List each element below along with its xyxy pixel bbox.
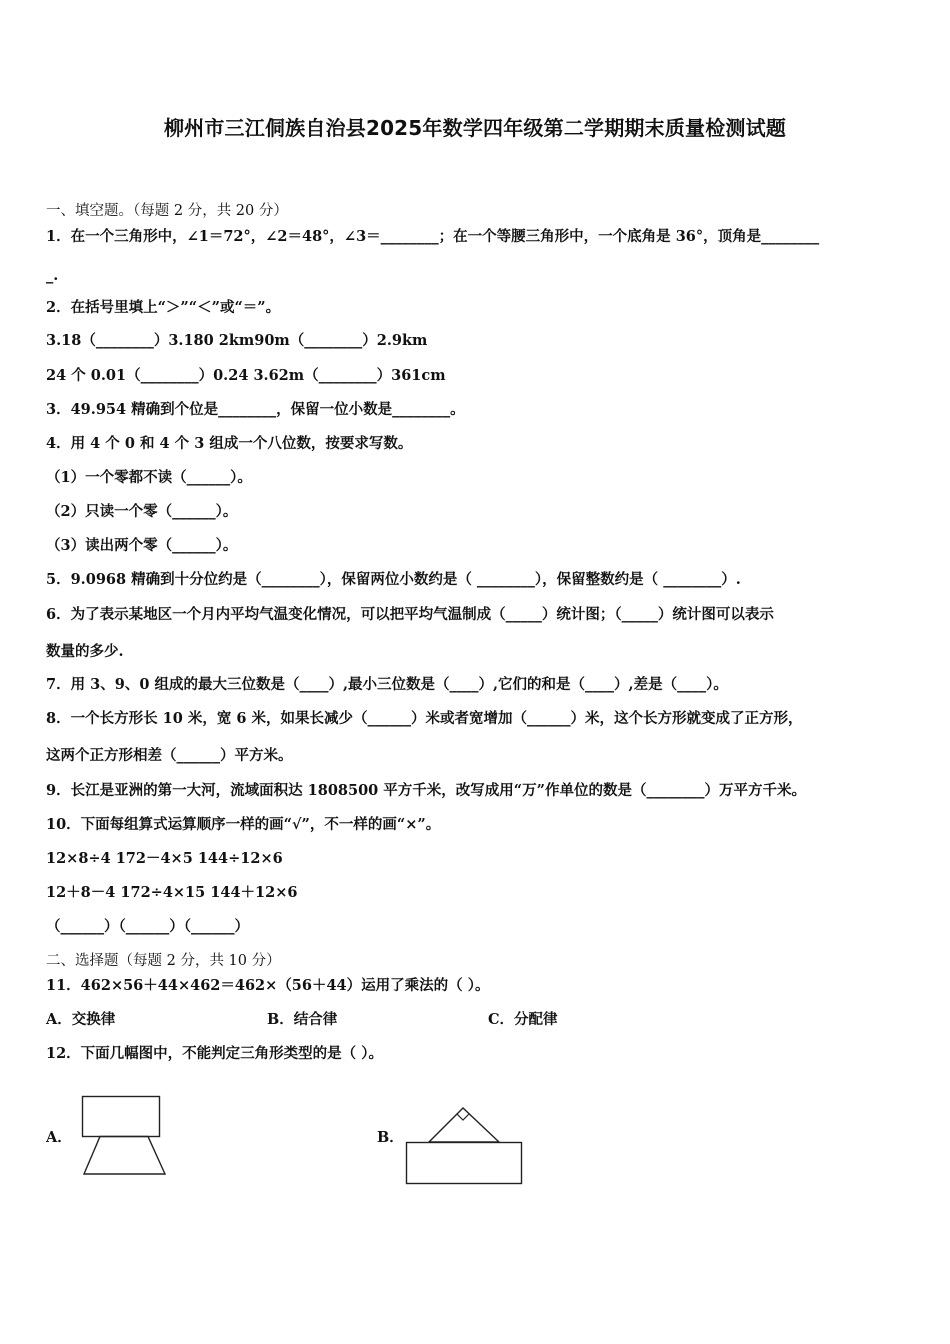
- figure-b-label: B．: [377, 1129, 404, 1146]
- question-11: 11．462×56＋44×462＝462×（56＋44）运用了乘法的（ ）。: [46, 977, 490, 994]
- question-line: 9．长江是亚洲的第一大河，流域面积达 1808500 平方千米，改写成用“万”作单位的数是（________）万平方千米。: [46, 782, 806, 799]
- question-line: 3.18（________）3.180 2km90m（________）2.9km: [46, 332, 428, 349]
- question-12: 12．下面几幅图中，不能判定三角形类型的是（ ）。: [46, 1045, 383, 1062]
- question-line: （2）只读一个零（______）。: [46, 503, 238, 520]
- question-line: 24 个 0.01（________）0.24 3.62m（________）361cm: [46, 367, 446, 384]
- question-line: （______）（______）（______）: [46, 918, 249, 935]
- section2-heading: 二、选择题（每题 2 分，共 10 分）: [46, 953, 281, 969]
- question-line: 12＋8－4 172÷4×15 144＋12×6: [46, 884, 298, 901]
- question-line: 这两个正方形相差（______）平方米。: [46, 747, 293, 764]
- question-line: 6．为了表示某地区一个月内平均气温变化情况，可以把平均气温制成（_____）统计图；（_____）统计图可以表示: [46, 606, 774, 623]
- figure-a-triangle: [84, 1137, 165, 1175]
- figure-b-right-angle-mark: [457, 1114, 469, 1120]
- question-line: 10．下面每组算式运算顺序一样的画“√”，不一样的画“×”。: [46, 816, 441, 833]
- question-line: 3．49.954 精确到个位是________，保留一位小数是________。: [46, 401, 465, 418]
- option-c: C．分配律: [488, 1011, 558, 1028]
- question-line: 4．用 4 个 0 和 4 个 3 组成一个八位数，按要求写数。: [46, 435, 413, 452]
- option-b: B．结合律: [267, 1011, 338, 1028]
- question-line: 数量的多少.: [46, 643, 124, 660]
- figure-b-triangle-rectangle: [400, 1100, 528, 1190]
- section1-heading: 一、填空题。（每题 2 分，共 20 分）: [46, 203, 288, 219]
- question-line: （3）读出两个零（______）。: [46, 537, 238, 554]
- question-line: _.: [46, 267, 59, 284]
- option-a: A．交换律: [46, 1011, 116, 1028]
- question-line: 7．用 3、9、0 组成的最大三位数是（____）,最小三位数是（____）,它们的和是（____）,差是（____）。: [46, 676, 728, 693]
- figure-a-label: A．: [46, 1129, 72, 1146]
- figure-a-rectangle-trapezoid: [78, 1092, 170, 1180]
- question-line: 2．在括号里填上“＞”“＜”或“＝”。: [46, 299, 281, 316]
- question-line: 5．9.0968 精确到十分位约是（________），保留两位小数约是（ ________），保留整数约是（ ________）.: [46, 571, 741, 588]
- question-line: （1）一个零都不读（______）。: [46, 469, 252, 486]
- figure-b-rectangle: [407, 1143, 522, 1184]
- question-line: 1．在一个三角形中，∠1＝72°，∠2＝48°，∠3＝________；在一个等腰三角形中，一个底角是 36°，顶角是________: [46, 228, 820, 245]
- question-line: 8．一个长方形长 10 米，宽 6 米，如果长减少（______）米或者宽增加（______）米，这个长方形就变成了正方形，: [46, 710, 803, 727]
- question-line: 12×8÷4 172－4×5 144÷12×6: [46, 850, 283, 867]
- page-title: 柳州市三江侗族自治县2025年数学四年级第二学期期末质量检测试题: [163, 116, 787, 140]
- figure-a-rectangle: [83, 1097, 160, 1137]
- figure-b-right-triangle: [429, 1108, 499, 1142]
